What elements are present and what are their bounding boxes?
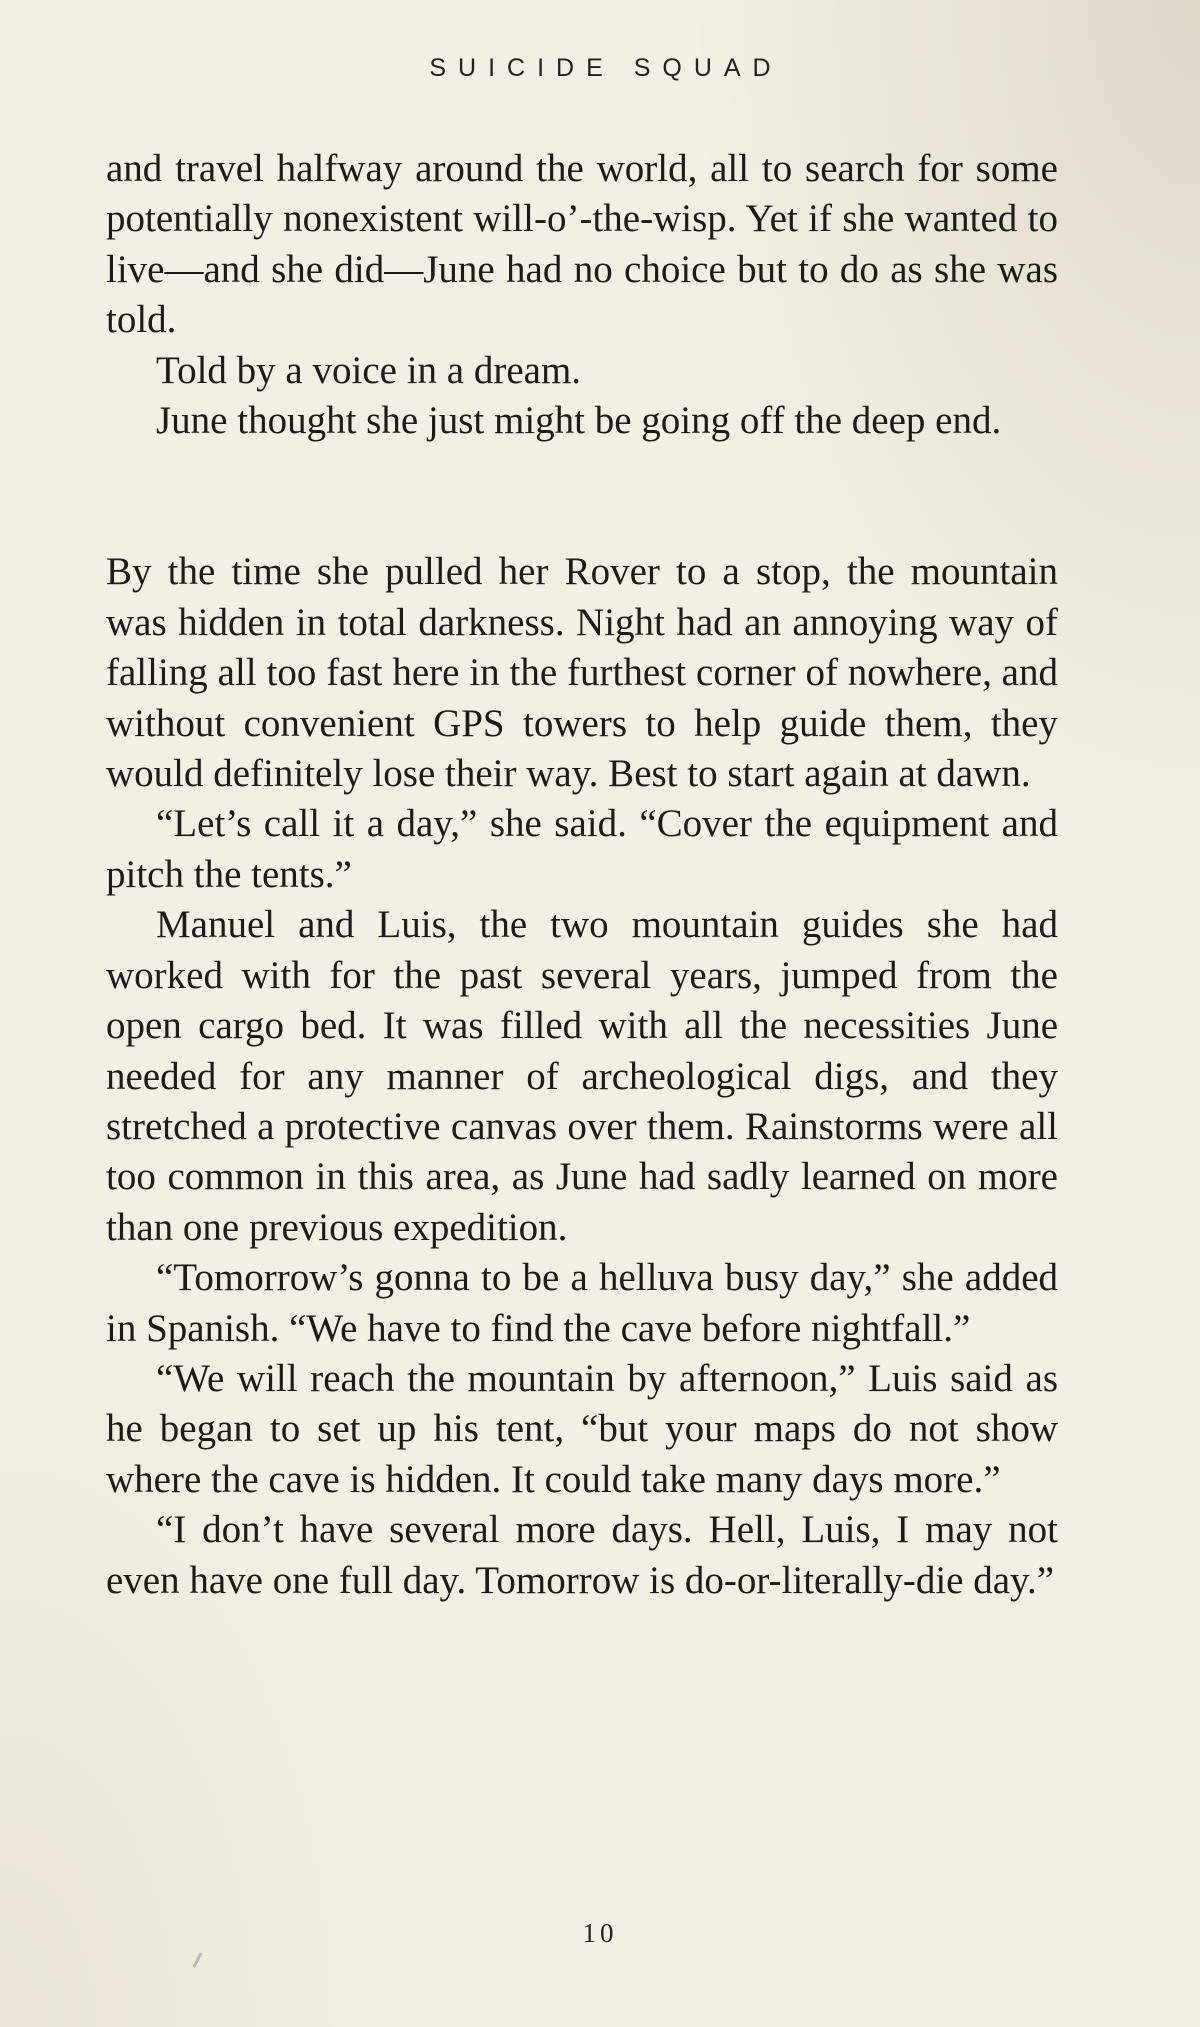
running-head: SUICIDE SQUAD	[429, 54, 783, 82]
page-number: 10	[582, 1918, 618, 1948]
body-text	[106, 144, 1058, 1606]
paragraph: and travel halfway around the world, all to search for some potentially nonexistent will-o’-the-wisp. Yet if she wanted to live—and she did—June had no choice but to do as she was told.	[106, 147, 1058, 342]
paragraph: “We will reach the mountain by afternoon,” Luis said as he began to set up his tent, “but your maps do not show where the cave is hidden. It could take many days more.”	[106, 1356, 1058, 1501]
paragraph: June thought she just might be going off the deep end.	[156, 399, 1002, 443]
paragraph: Told by a voice in a dream.	[156, 348, 582, 392]
paragraph: Manuel and Luis, the two mountain guides she had worked with for the past several years, jumped from the open cargo bed. It was filled with all the necessities June needed for any manner of archeological digs, and they stretched a protective canvas over them. Rainstorms were all too common in this area, as June had sadly learned on more than one previous expedition.	[106, 903, 1058, 1249]
paragraph: “Tomorrow’s gonna to be a helluva busy day,” she added in Spanish. “We have to find the cave before nightfall.”	[106, 1256, 1058, 1350]
paragraph: “Let’s call it a day,” she said. “Cover the equipment and pitch the tents.”	[106, 802, 1058, 896]
section-break	[106, 446, 1058, 547]
paper-speck	[192, 1952, 202, 1968]
paragraph: “I don’t have several more days. Hell, Luis, I may not even have one full day. Tomorrow is do-or-literally-die day.”	[106, 1508, 1058, 1602]
paragraph: By the time she pulled her Rover to a stop, the mountain was hidden in total darkness. Night had an annoying way of falling all too fast here in the furthest corner of nowhere, and without convenient GPS towers to help guide them, they would definitely lose their way. Best to start again at dawn.	[106, 550, 1058, 796]
